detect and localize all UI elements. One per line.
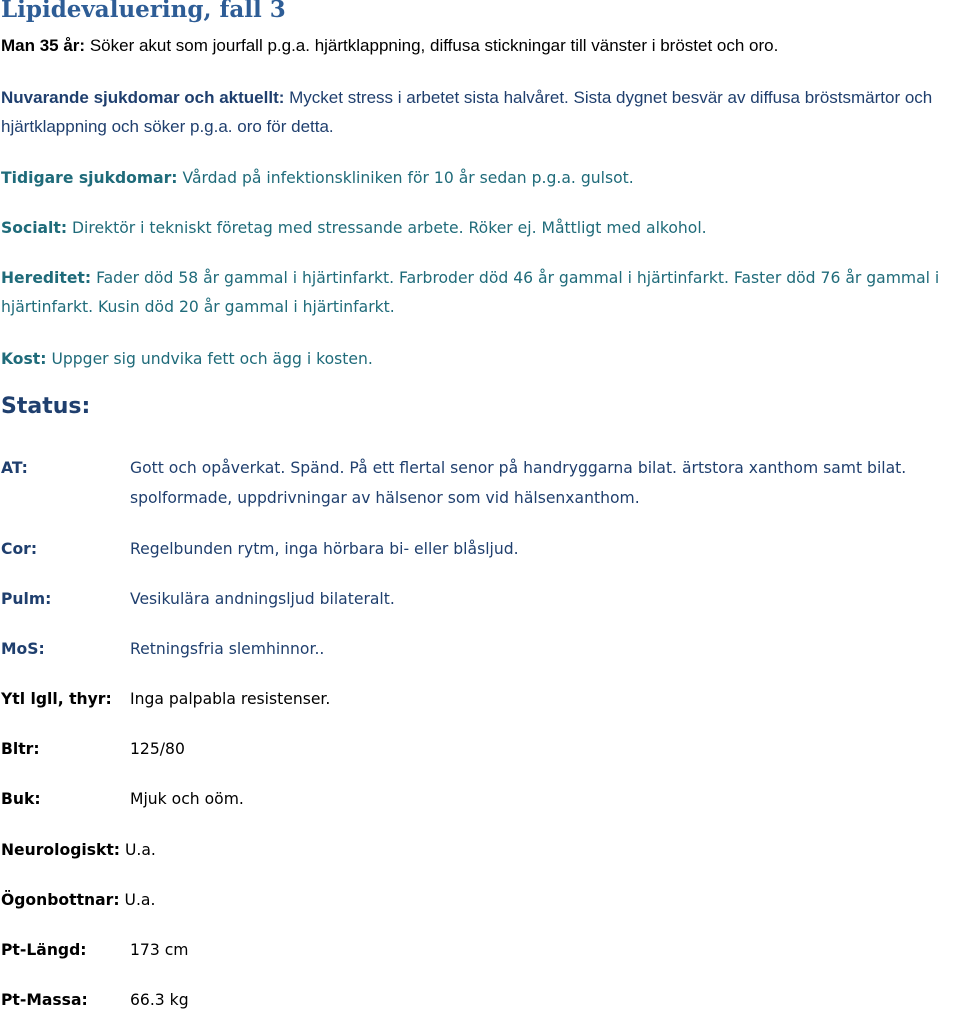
diet-label: Kost: [1, 350, 47, 368]
current-illness-label: Nuvarande sjukdomar och aktuellt: [1, 88, 285, 107]
heredity-text: Fader död 58 år gammal i hjärtinfarkt. Farbroder död 46 år gammal i hjärtinfarkt. Faster död 76 år gammal i hjärtinfarkt. Kusin död 20 år gammal i hjärtinfarkt. [1, 269, 940, 316]
status-value-mos: Retningsfria slemhinnor.. [130, 640, 325, 658]
status-value-fundus: U.a. [119, 891, 156, 909]
status-row-neurology [1, 835, 156, 865]
intro-text: Söker akut som jourfall p.g.a. hjärtklappning, diffusa stickningar till vänster i bröstet och oro. [85, 36, 779, 55]
previous-illness-label: Tidigare sjukdomar: [1, 169, 178, 187]
status-value-lymph-thyroid: Inga palpabla resistenser. [130, 690, 331, 708]
status-label-abdomen: Buk: [1, 790, 41, 808]
status-value-pulm: Vesikulära andningsljud bilateralt. [130, 590, 395, 608]
status-label-height: Pt-Längd: [1, 941, 87, 959]
status-label-weight: Pt-Massa: [1, 991, 88, 1009]
social-text: Direktör i tekniskt företag med stressande arbete. Röker ej. Måttligt med alkohol. [67, 219, 707, 237]
previous-illness-text: Vårdad på infektionskliniken för 10 år sedan p.g.a. gulsot. [177, 169, 634, 187]
social-paragraph [1, 214, 958, 243]
social-label: Socialt: [1, 219, 68, 237]
status-label-blood-pressure: Bltr: [1, 740, 40, 758]
intro-label: Man 35 år: [1, 36, 86, 55]
heredity-paragraph [1, 264, 958, 322]
status-value-blood-pressure: 125/80 [130, 740, 185, 758]
status-label-lymph-thyroid: Ytl lgll, thyr: [1, 690, 112, 708]
previous-illness-paragraph [1, 164, 958, 193]
status-label-neurology: Neurologiskt: [1, 841, 121, 859]
document-title: Lipidevaluering, fall 3 [1, 0, 286, 23]
status-value-at: Gott och opåverkat. Spänd. På ett flertal senor på handryggarna bilat. ärtstora xanthom samt bilat. spolformade, uppdrivningar av hälsenor som vid hälsenxanthom. [130, 459, 907, 507]
status-value-weight: 66.3 kg [130, 991, 189, 1009]
status-label-cor: Cor: [1, 540, 38, 558]
status-value-neurology: U.a. [120, 841, 156, 859]
intro-paragraph [1, 31, 958, 60]
current-illness-text: Mycket stress i arbetet sista halvåret. Sista dygnet besvär av diffusa bröstsmärtor och hjärtklappning och söker p.g.a. oro för detta. [1, 88, 933, 136]
status-label-pulm: Pulm: [1, 590, 52, 608]
diet-text: Uppger sig undvika fett och ägg i kosten. [46, 350, 373, 368]
status-label-mos: MoS: [1, 640, 45, 658]
status-value-abdomen: Mjuk och oöm. [130, 790, 244, 808]
status-value-cor: Regelbunden rytm, inga hörbara bi- eller blåsljud. [130, 540, 519, 558]
status-label-at: AT: [1, 459, 28, 477]
current-illness-paragraph [1, 83, 958, 141]
status-row-fundus [1, 885, 155, 915]
status-value-height: 173 cm [130, 941, 189, 959]
heredity-label: Hereditet: [1, 269, 92, 287]
status-label-fundus: Ögonbottnar: [1, 891, 120, 909]
status-heading: Status: [1, 394, 91, 419]
diet-paragraph [1, 345, 958, 374]
